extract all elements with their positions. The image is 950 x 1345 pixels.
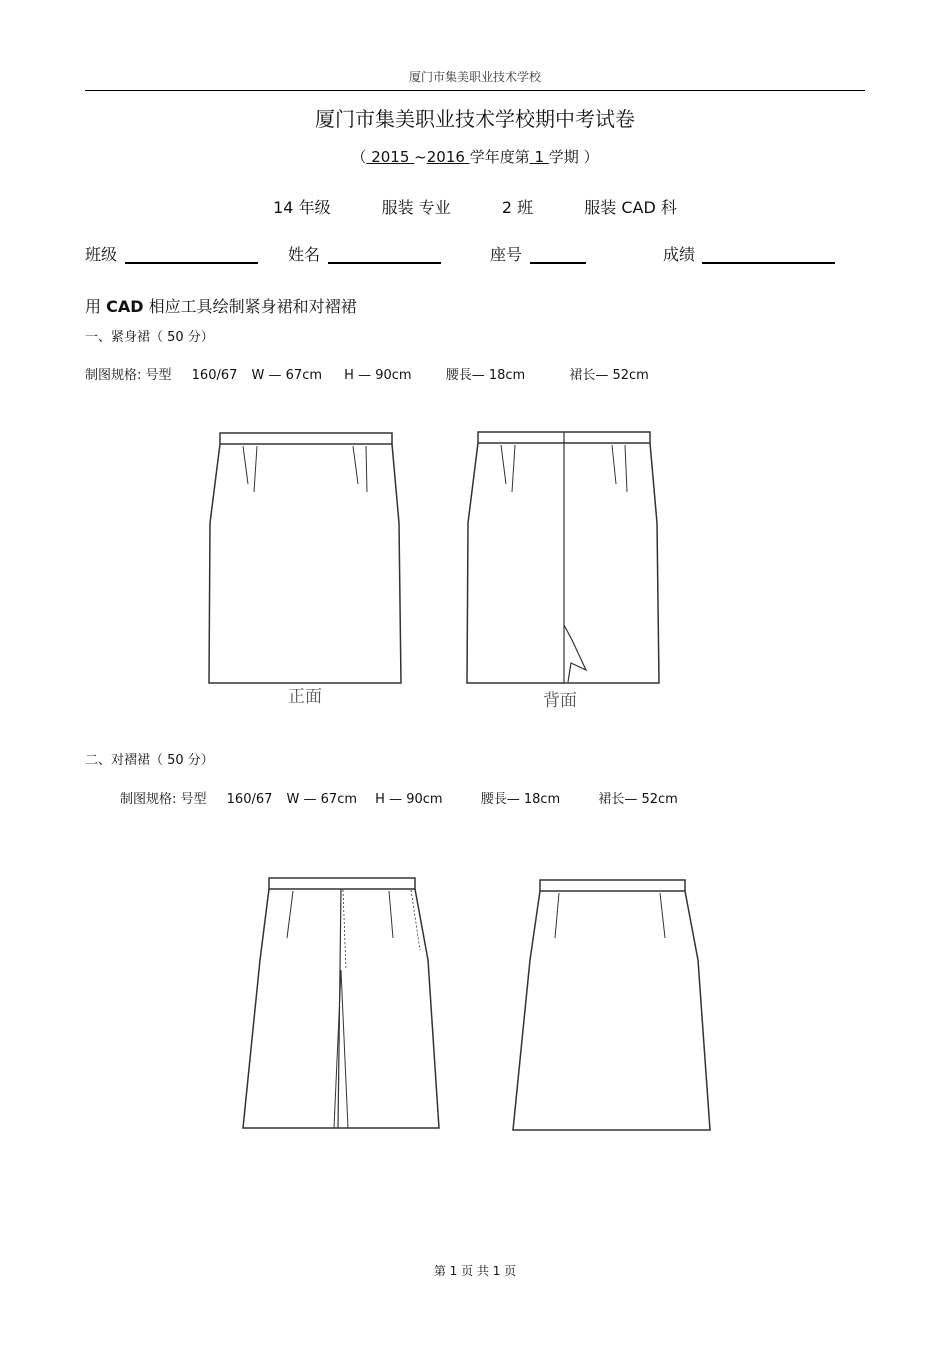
straight-skirt-front <box>209 433 401 683</box>
front-caption: 正面 <box>288 687 322 707</box>
spec-hip: H — 90cm <box>344 368 412 383</box>
term-tilde: ~ <box>414 148 427 166</box>
straight-skirt-back <box>467 432 659 683</box>
section1-heading: 一、紧身裙（ 50 分） <box>85 330 214 345</box>
major: 服装 专业 <box>381 198 451 217</box>
name-label: 姓名 <box>288 245 321 264</box>
straight-skirt-illustration <box>190 420 710 720</box>
grade: 14 年级 <box>273 198 331 217</box>
task-tool: CAD <box>106 297 144 316</box>
section1-spec <box>85 364 659 383</box>
pleated-skirt-back <box>513 880 710 1130</box>
term-label-2: 学期 ） <box>548 148 599 166</box>
semester-number: 1 <box>529 148 549 166</box>
running-header: 厦门市集美职业技术学校 <box>408 70 541 84</box>
class-number: 2 班 <box>501 198 534 217</box>
term-line <box>0 146 950 167</box>
spec-hip: H — 90cm <box>375 792 443 807</box>
exam-title: 厦门市集美职业技术学校期中考试卷 <box>315 107 635 131</box>
student-info-fields <box>85 242 865 272</box>
score-blank[interactable] <box>702 262 835 264</box>
spec-label: 制图规格: 号型 <box>85 368 172 383</box>
pleated-skirt-illustration <box>235 870 725 1140</box>
section2-spec <box>120 788 688 807</box>
page-footer: 第 1 页 共 1 页 <box>433 1264 517 1278</box>
class-blank[interactable] <box>125 262 258 264</box>
pleated-skirt-front <box>243 878 439 1128</box>
back-caption: 背面 <box>543 691 577 711</box>
spec-skirt-length: 裙长— 52cm <box>598 792 678 807</box>
task-rest: 相应工具绘制紧身裙和对褶裙 <box>148 297 357 316</box>
spec-waist: W — 67cm <box>286 792 358 807</box>
subject: 服装 CAD 科 <box>584 198 677 217</box>
seat-label: 座号 <box>490 245 523 264</box>
spec-size: 160/67 <box>226 792 273 807</box>
spec-size: 160/67 <box>191 368 238 383</box>
header-divider <box>85 90 865 91</box>
score-label: 成绩 <box>663 245 696 264</box>
term-label-1: 学年度第 <box>469 148 530 166</box>
seat-blank[interactable] <box>530 262 586 264</box>
spec-waist: W — 67cm <box>251 368 323 383</box>
section2-heading: 二、对褶裙（ 50 分） <box>85 753 214 768</box>
year-end: 2016 <box>426 148 470 166</box>
task-instruction <box>85 294 357 317</box>
term-open: （ <box>351 148 367 166</box>
spec-label: 制图规格: 号型 <box>120 792 207 807</box>
spec-waist-length: 腰長— 18cm <box>480 792 561 807</box>
name-blank[interactable] <box>328 262 441 264</box>
spec-skirt-length: 裙长— 52cm <box>569 368 649 383</box>
year-start: 2015 <box>366 148 415 166</box>
task-prefix: 用 <box>85 297 102 316</box>
spec-waist-length: 腰長— 18cm <box>445 368 526 383</box>
class-info-line <box>0 195 950 218</box>
class-label: 班级 <box>85 245 118 264</box>
